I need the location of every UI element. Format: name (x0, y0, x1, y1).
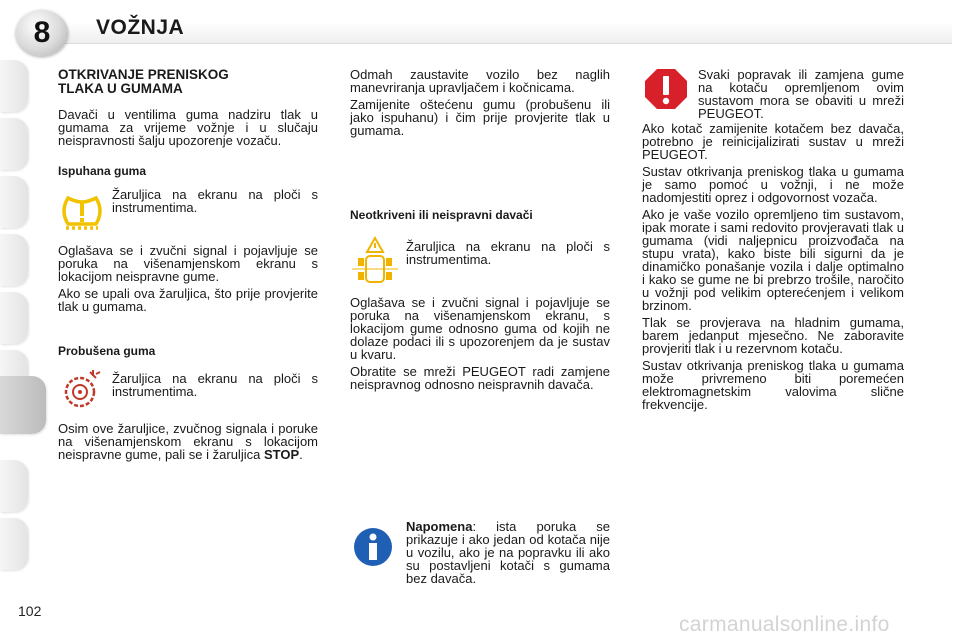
info-paragraph: Tlak se provjerava na hladnim gumama, barem jedanput mjesečno. Ne zaboravite provjeriti tlak i u rezervnom kotaču. (642, 315, 904, 356)
puncture-warning-row (58, 366, 318, 416)
chapter-title: VOŽNJA (96, 16, 185, 39)
header-bar (52, 22, 952, 44)
note-body: : ista poruka se prikazuje i ako jedan od kotača nije u vozilu, ako je na popravku ili ako su postavljeni kotači s gumama bez davača. (406, 519, 610, 586)
info-icon (352, 526, 394, 568)
warning-box (642, 68, 904, 120)
sensor-icon-text: Žaruljica na ekranu na ploči s instrumentima. (406, 239, 610, 267)
puncture-paragraph-text: Osim ove žaruljice, zvučnog signala i poruke na višenamjenskom ekranu s lokacijom neispravne gume, pali se i žaruljica (58, 421, 318, 462)
intro-paragraph: Davači u ventilima guma nadziru tlak u gumama za vrijeme vožnje i u slučaju neispravnosti šalju upozorenje vozaču. (58, 107, 318, 148)
chapter-tab[interactable] (0, 460, 28, 512)
info-paragraph: Ako je vaše vozilo opremljeno tim sustavom, ipak morate i sami redovito provjeravati tlak u gumama (vidi naljepnicu proizvođača na stupu vrata), kako biste bili sigurni da je dinamičko ponašanje vozila i dalje optimalno i kako se gume ne bi prebrzo trošile, naročito u vožnji pod velikim opterećenjem i velikom brzinom. (642, 207, 904, 313)
page-number: 102 (18, 603, 42, 619)
note-label: Napomena (406, 519, 473, 534)
column-1 (58, 68, 318, 465)
section-title-line: TLAKA U GUMAMA (58, 81, 183, 96)
punctured-tyre-icon (60, 368, 104, 410)
inflation-warning-row (58, 186, 318, 238)
section-title-line: OTKRIVANJE PRENISKOG (58, 67, 229, 82)
info-paragraph: Sustav otkrivanja preniskog tlaka u gumama je samo pomoć u vožnji, i ne može nadomjestiti oprez i odgovornost vozača. (642, 164, 904, 205)
puncture-heading: Probušena guma (58, 344, 156, 358)
info-paragraph: Ako kotač zamijenite kotačem bez davača, potrebno je reinicijalizirati sustav u mreži PEUGEOT. (642, 121, 904, 162)
inflation-icon-text: Žaruljica na ekranu na ploči s instrumentima. (112, 187, 318, 215)
chapter-tab-strip (0, 60, 26, 580)
puncture-paragraph-end: . (299, 447, 303, 462)
sensor-paragraph: Obratite se mreži PEUGEOT radi zamjene neispravnog odnosno neispravnih davača. (350, 364, 610, 392)
puncture-icon-text: Žaruljica na ekranu na ploči s instrumentima. (112, 371, 318, 399)
inflation-paragraph: Oglašava se i zvučni signal i pojavljuje se poruka na višenamjenskom ekranu s lokacijom neispravne gume. (58, 243, 318, 284)
chapter-tab[interactable] (0, 176, 28, 228)
section-title (58, 68, 318, 96)
chapter-tab[interactable] (0, 118, 28, 170)
column-2 (350, 67, 610, 586)
chapter-tab-active[interactable] (0, 376, 46, 434)
sensor-heading: Neotkriveni ili neispravni davači (350, 208, 533, 222)
watermark: carmanualsonline.info (679, 613, 890, 636)
warning-text: Svaki popravak ili zamjena gume na kotaču opremljenom ovim sustavom mora se obaviti u mreži PEUGEOT. (698, 67, 904, 121)
inflation-paragraph: Ako se upali ova žaruljica, što prije provjerite tlak u gumama. (58, 286, 318, 314)
stop-label: STOP (263, 447, 300, 462)
note-text (406, 520, 610, 585)
stop-warning-icon (644, 68, 688, 110)
column-3 (642, 68, 904, 415)
chapter-number: 8 (16, 10, 68, 56)
chapter-tab[interactable] (0, 518, 28, 570)
stop-paragraph: Odmah zaustavite vozilo bez naglih manevriranja upravljačem i kočnicama. (350, 67, 610, 95)
tyre-pressure-icon (58, 190, 106, 232)
chapter-tab[interactable] (0, 234, 28, 286)
chapter-tab[interactable] (0, 60, 28, 112)
note-box (350, 520, 610, 590)
chapter-tab[interactable] (0, 292, 28, 344)
inflation-heading: Ispuhana guma (58, 164, 147, 178)
info-paragraph: Sustav otkrivanja preniskog tlaka u gumama može privremeno biti poremećen elektromagnetskim valovima slične frekvencije. (642, 358, 904, 412)
sensor-warning-row (350, 236, 610, 292)
sensor-fault-icon (352, 236, 398, 286)
puncture-paragraph (58, 422, 318, 461)
replace-paragraph: Zamijenite oštećenu gumu (probušenu ili jako ispuhanu) i čim prije provjerite tlak u gumama. (350, 97, 610, 138)
sensor-paragraph: Oglašava se i zvučni signal i pojavljuje se poruka na višenamjenskom ekranu, s lokacijom gume odnosno guma od kojih ne dolaze podaci ili s upozorenjem da je sustav u kvaru. (350, 295, 610, 362)
